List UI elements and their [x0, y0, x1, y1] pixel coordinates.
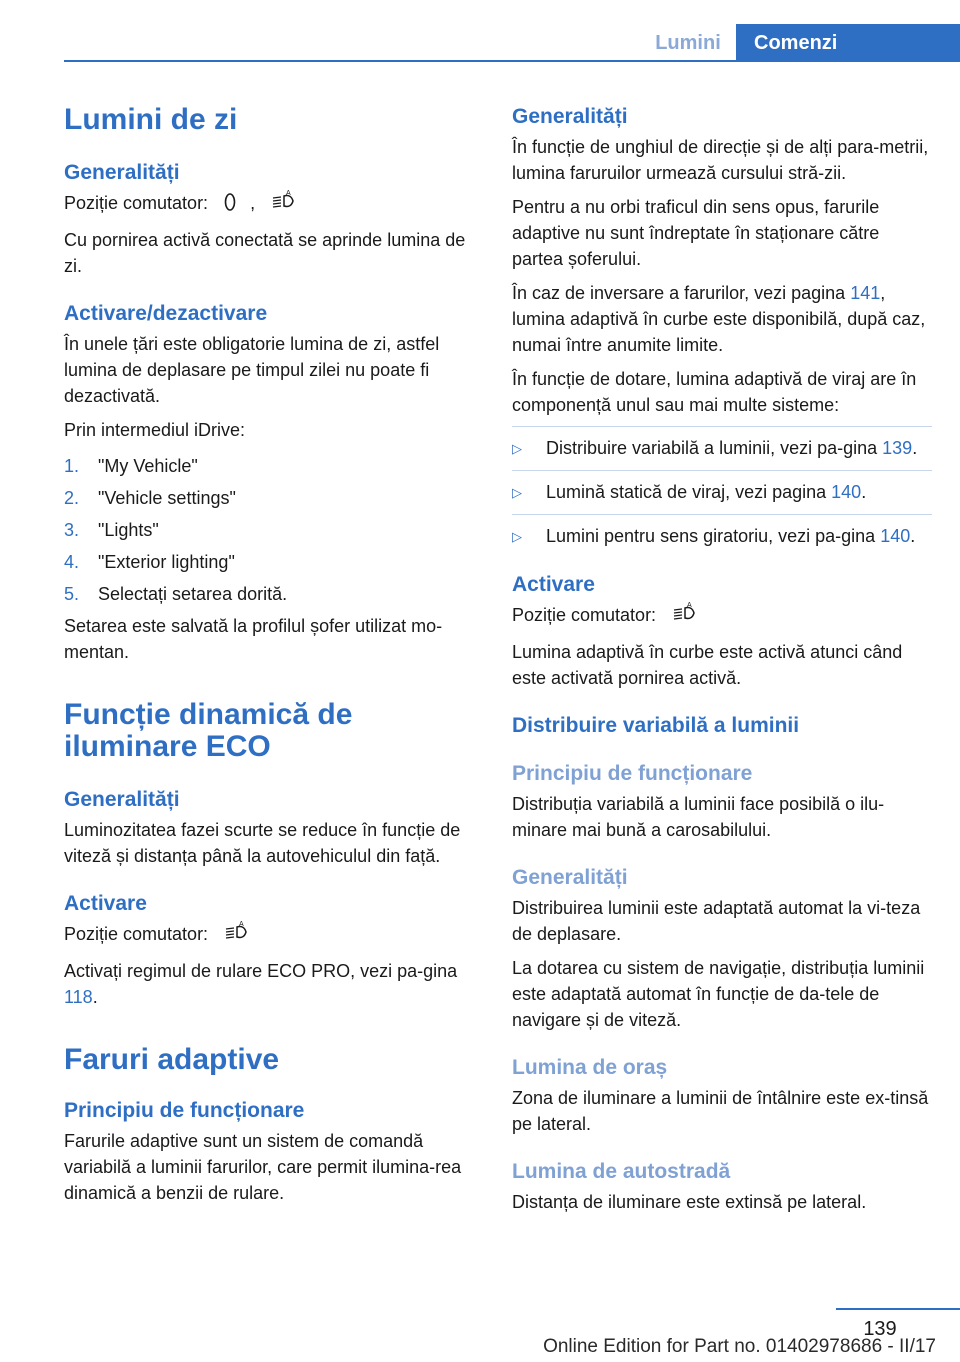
heading-activare-eco: Activare: [64, 892, 147, 915]
adaptive-general-p4: În funcție de dotare, lumina adaptivă de viraj are în componență unul sau mai multe sisteme:: [512, 369, 917, 415]
headlight-auto-icon: [671, 602, 697, 631]
step-text: "Vehicle settings": [98, 488, 236, 508]
heading-lumina-autostrada: Lumina de autostradă: [512, 1160, 731, 1183]
svg-text:A: A: [286, 190, 291, 197]
switch-position-0-icon: [223, 192, 237, 219]
title-lumini-de-zi: Lumini de zi: [64, 103, 238, 136]
setting-saved-text: Setarea este salvată la profilul șofer utilizat mo‐mentan.: [64, 616, 443, 662]
distribution-navigation-text: La dotarea cu sistem de navigație, distribuția luminii este adaptată automat în funcție de da‐tele de navigare și de viteză.: [512, 958, 925, 1030]
city-light-text: Zona de iluminare a luminii de întâlnire este ex‐tinsă pe lateral.: [512, 1088, 929, 1134]
switch-position-label: Poziție comutator:: [64, 924, 209, 944]
eco-pro-text: [64, 958, 482, 1010]
step-number: 2.: [64, 488, 80, 508]
left-column: [64, 96, 482, 1206]
header-tab-lumini: Lumini: [655, 31, 721, 54]
list-item: [64, 517, 482, 543]
step-number: 3.: [64, 520, 80, 540]
title-faruri-adaptive: Faruri adaptive: [64, 1043, 280, 1076]
bullet-text-a: Distribuire variabilă a luminii, vezi pa‐gina: [546, 438, 883, 458]
step-number: 5.: [64, 584, 80, 604]
heading-generalitati-3: Generalități: [512, 105, 628, 128]
heading-generalitati-1: Generalități: [64, 161, 180, 184]
distribution-speed-text: Distribuirea luminii este adaptată automat la vi‐teza de deplasare.: [512, 898, 921, 944]
daylight-description: Cu pornirea activă conectată se aprinde lumina de zi.: [64, 230, 466, 276]
adaptive-general-p2: Pentru a nu orbi traficul din sens opus, farurile adaptive nu sunt îndreptate în staționare către partea șoferului.: [512, 197, 880, 269]
switch-position-line-1: [64, 190, 482, 219]
bullet-text-a: Lumină statică de viraj, vezi pagina: [546, 482, 832, 502]
switch-position-line-3: [512, 602, 932, 631]
header-rule: [64, 60, 960, 62]
step-text: "Exterior lighting": [98, 552, 235, 572]
idrive-intro: Prin intermediul iDrive:: [64, 420, 246, 440]
eco-pro-text-a: Activați regimul de rulare ECO PRO, vezi pa‐gina: [64, 961, 458, 981]
edition-footer: Online Edition for Part no. 01402978686 - II/17: [543, 1336, 936, 1357]
step-number: 1.: [64, 456, 80, 476]
list-item: [512, 471, 932, 515]
variable-distribution-text: Distribuția variabilă a luminii face posibilă o ilu‐minare mai bună a carosabilului.: [512, 794, 885, 840]
heading-generalitati-4: Generalități: [512, 866, 628, 889]
bullet-text-b: .: [861, 482, 867, 502]
heading-lumina-oras: Lumina de oraș: [512, 1056, 668, 1079]
heading-activare-adaptive: Activare: [512, 573, 595, 596]
header-tab-comenzi: Comenzi: [736, 24, 960, 62]
eco-description: Luminozitatea fazei scurte se reduce în funcție de viteză și distanța până la autovehiculul din față.: [64, 820, 461, 866]
page-link-141[interactable]: 141: [850, 283, 881, 303]
step-text: Selectați setarea dorită.: [98, 584, 288, 604]
p3-text-b: , lumina adaptivă în curbe este disponibilă, după caz, numai între anumite limite.: [512, 283, 926, 355]
triangle-bullet-icon: ▷: [512, 529, 522, 544]
mandatory-daylight-text: În unele țări este obligatorie lumina de zi, astfel lumina de deplasare pe timpul zilei nu poate fi dezactivată.: [64, 334, 440, 406]
list-item: [64, 453, 482, 479]
bullet-text: [546, 523, 915, 550]
svg-text:A: A: [239, 921, 244, 928]
triangle-bullet-icon: ▷: [512, 441, 522, 456]
bullet-text-b: .: [912, 438, 918, 458]
switch-position-label: Poziție comutator:: [64, 193, 209, 213]
adaptive-description: Farurile adaptive sunt un sistem de comandă variabilă a luminii farurilor, care permit ilumina‐rea dinamică a benzii de rulare.: [64, 1131, 462, 1203]
switch-position-label: Poziție comutator:: [512, 605, 657, 625]
adaptive-systems-list: [512, 426, 932, 558]
list-item: [64, 485, 482, 511]
headlight-auto-icon: [270, 190, 296, 219]
svg-text:A: A: [687, 602, 692, 609]
page-link-140[interactable]: 140: [880, 526, 911, 546]
highway-light-text: Distanța de iluminare este extinsă pe lateral.: [512, 1192, 867, 1212]
icon-separator: ,: [250, 193, 256, 213]
switch-position-line-2: [64, 921, 482, 950]
list-item: [512, 426, 932, 471]
adaptive-general-p1: În funcție de unghiul de direcție și de alți para‐metrii, lumina faruruilor urmează cursului stră‐zii.: [512, 137, 929, 183]
page-link-140[interactable]: 140: [831, 482, 862, 502]
page-link-118[interactable]: 118: [64, 987, 93, 1007]
p3-text-a: În caz de inversare a farurilor, vezi pagina: [512, 283, 851, 303]
step-text: "Lights": [98, 520, 159, 540]
step-number: 4.: [64, 552, 80, 572]
footer-rule: [836, 1308, 960, 1310]
bullet-text-a: Lumini pentru sens giratoriu, vezi pa‐gina: [546, 526, 881, 546]
list-item: [64, 581, 482, 607]
bullet-text: [546, 479, 866, 506]
eco-pro-text-b: .: [92, 987, 98, 1007]
title-eco-lighting: Funcție dinamică de iluminare ECO: [64, 698, 353, 763]
idrive-steps: [64, 453, 482, 607]
right-column: [512, 96, 932, 1215]
page-number: 139: [863, 1318, 897, 1340]
heading-distribuire-variabila: Distribuire variabilă a luminii: [512, 714, 800, 737]
list-item: [64, 549, 482, 575]
triangle-bullet-icon: ▷: [512, 485, 522, 500]
bullet-text-b: .: [910, 526, 916, 546]
bullet-text: [546, 435, 917, 462]
headlight-auto-icon: [223, 921, 249, 950]
page-link-139[interactable]: 139: [882, 438, 913, 458]
heading-principiu-2: Principiu de funcționare: [512, 762, 753, 785]
heading-principiu: Principiu de funcționare: [64, 1099, 305, 1122]
adaptive-general-p3: [512, 280, 932, 358]
adaptive-active-text: Lumina adaptivă în curbe este activă atunci când este activată pornirea activă.: [512, 642, 903, 688]
step-text: "My Vehicle": [98, 456, 198, 476]
heading-activare-dezactivare: Activare/dezactivare: [64, 302, 268, 325]
heading-generalitati-2: Generalități: [64, 788, 180, 811]
list-item: [512, 515, 932, 558]
